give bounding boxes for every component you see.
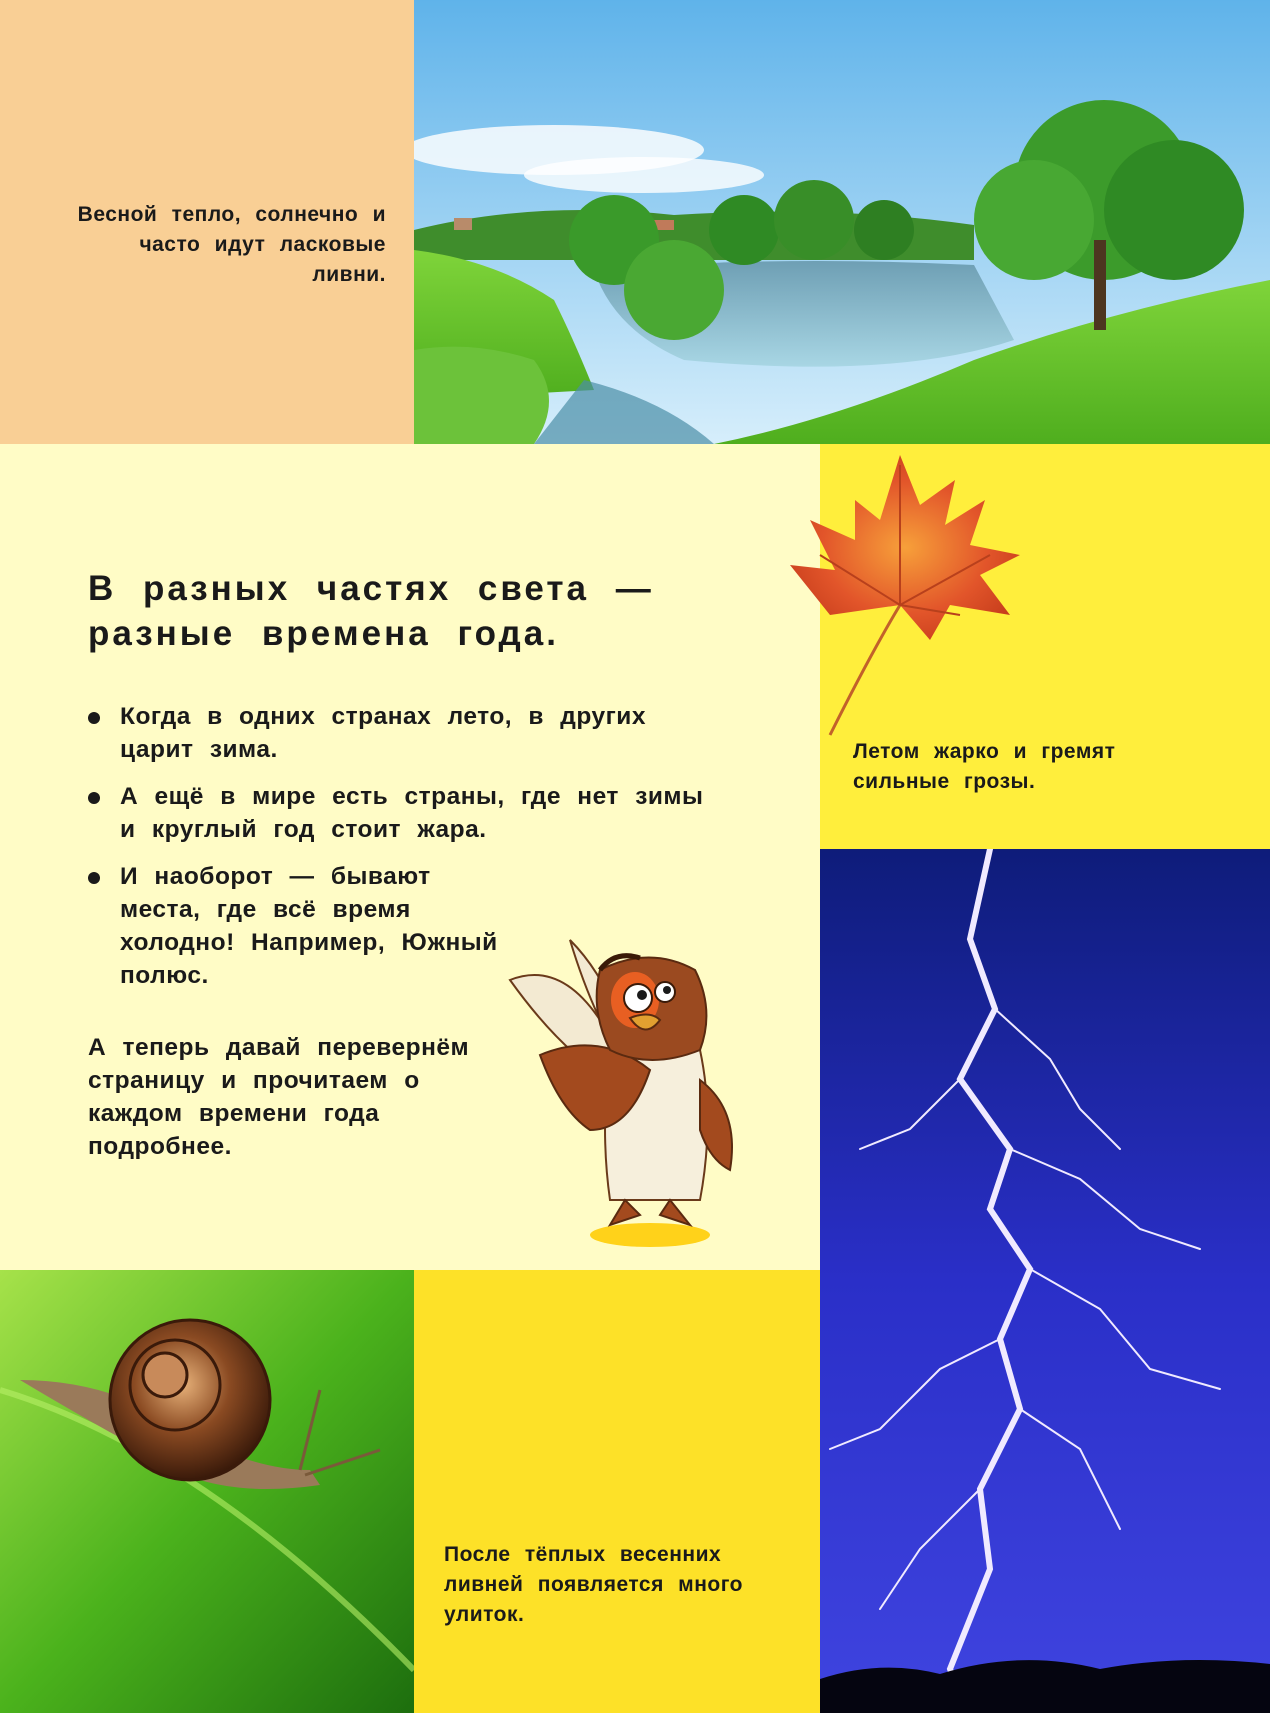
owl-character [500,930,790,1250]
snails-caption-panel [414,1270,820,1713]
summer-caption: Летом жарко и гремят сильные грозы. [853,740,1116,793]
list-item: А ещё в мире есть страны, где нет зимы и круглый год стоит жара. [88,780,728,846]
lightning-photo [820,849,1270,1713]
spring-caption: Весной тепло, солнечно и часто идут ласковые ливни. [77,203,386,286]
snail-photo [0,1270,414,1713]
list-item: И наоборот — бывают места, где всё время холодно! Например, Южный полюс. [88,860,500,992]
snails-caption: После тёплых весенних ливней появляется много улиток. [444,1543,744,1626]
closing-paragraph: А теперь давай перевернём страницу и прочитаем о каждом времени года подробнее. [88,1034,470,1160]
list-item: Когда в одних странах лето, в других царит зима. [88,700,728,766]
page-title: В разных частях света — разные времена года. [88,569,654,653]
spring-landscape-photo [414,0,1270,444]
maple-leaf-image [760,445,1030,745]
